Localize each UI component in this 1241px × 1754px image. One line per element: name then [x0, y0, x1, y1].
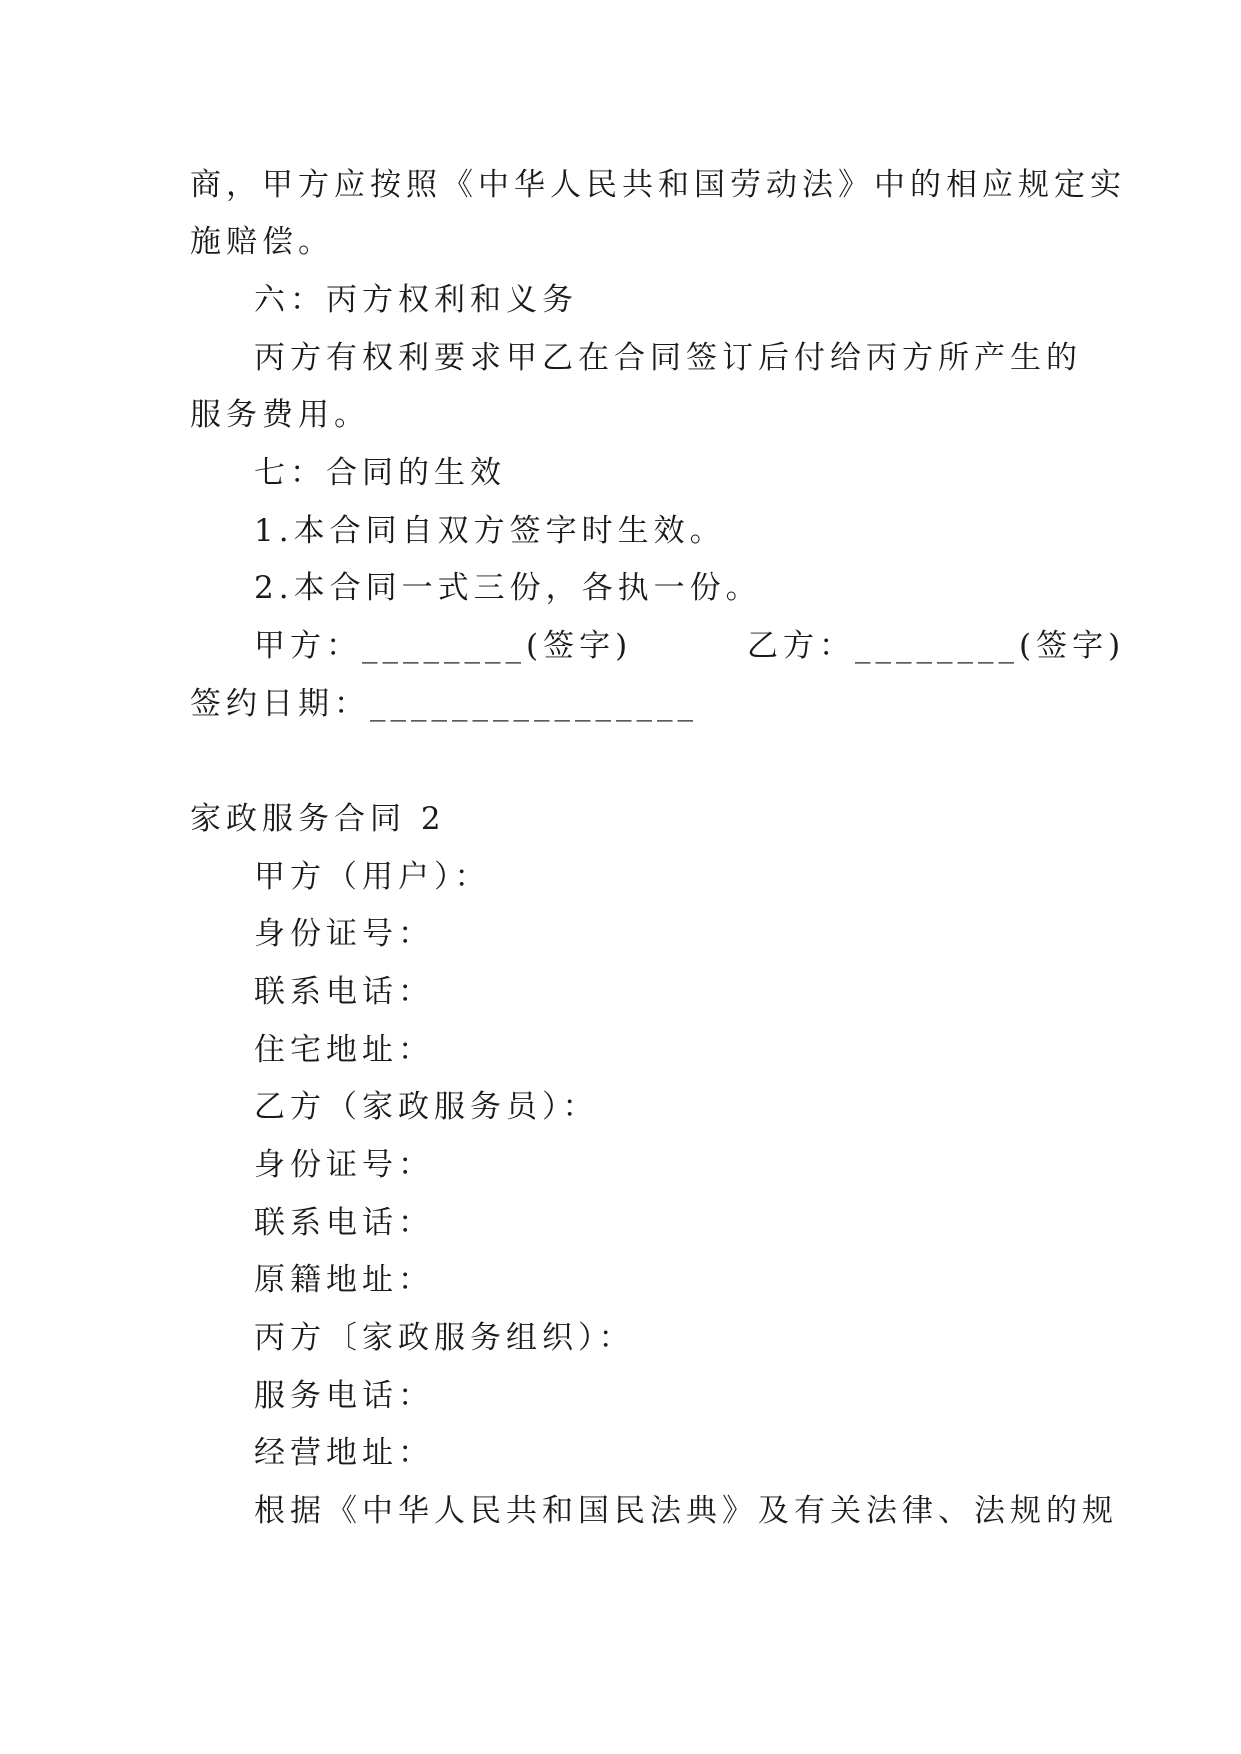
paragraph-line: 施赔偿。 — [190, 224, 334, 260]
form-field-label: 身份证号： — [254, 916, 434, 952]
document-title: 家政服务合同 2 — [190, 801, 446, 837]
form-field-label: 原籍地址： — [254, 1262, 434, 1298]
section-heading: 六：丙方权利和义务 — [254, 282, 578, 318]
form-field-label: 联系电话： — [254, 1205, 434, 1241]
form-field-label: 丙方〔家政服务组织）： — [254, 1320, 635, 1356]
form-field-label: 经营地址： — [254, 1435, 434, 1471]
list-item: 1.本合同自双方签字时生效。 — [254, 513, 726, 549]
paragraph-line: 根据《中华人民共和国民法典》及有关法律、法规的规 — [254, 1493, 1118, 1529]
party-b-signature: 乙方：________(签字) — [747, 628, 1126, 664]
signing-date: 签约日期：________________ — [190, 686, 698, 722]
paragraph-line: 商，甲方应按照《中华人民共和国劳动法》中的相应规定实 — [190, 167, 1126, 203]
form-field-label: 住宅地址： — [254, 1032, 434, 1068]
paragraph-line: 服务费用。 — [190, 397, 370, 433]
form-field-label: 身份证号： — [254, 1147, 434, 1183]
section-heading: 七：合同的生效 — [254, 455, 506, 491]
form-field-label: 甲方（用户）： — [254, 859, 491, 895]
form-field-label: 乙方（家政服务员）： — [254, 1089, 599, 1125]
form-field-label: 联系电话： — [254, 974, 434, 1010]
form-field-label: 服务电话： — [254, 1378, 434, 1414]
party-a-signature: 甲方：________(签字) — [254, 628, 633, 664]
paragraph-line: 丙方有权利要求甲乙在合同签订后付给丙方所产生的 — [254, 340, 1082, 376]
list-item: 2.本合同一式三份，各执一份。 — [254, 570, 762, 606]
